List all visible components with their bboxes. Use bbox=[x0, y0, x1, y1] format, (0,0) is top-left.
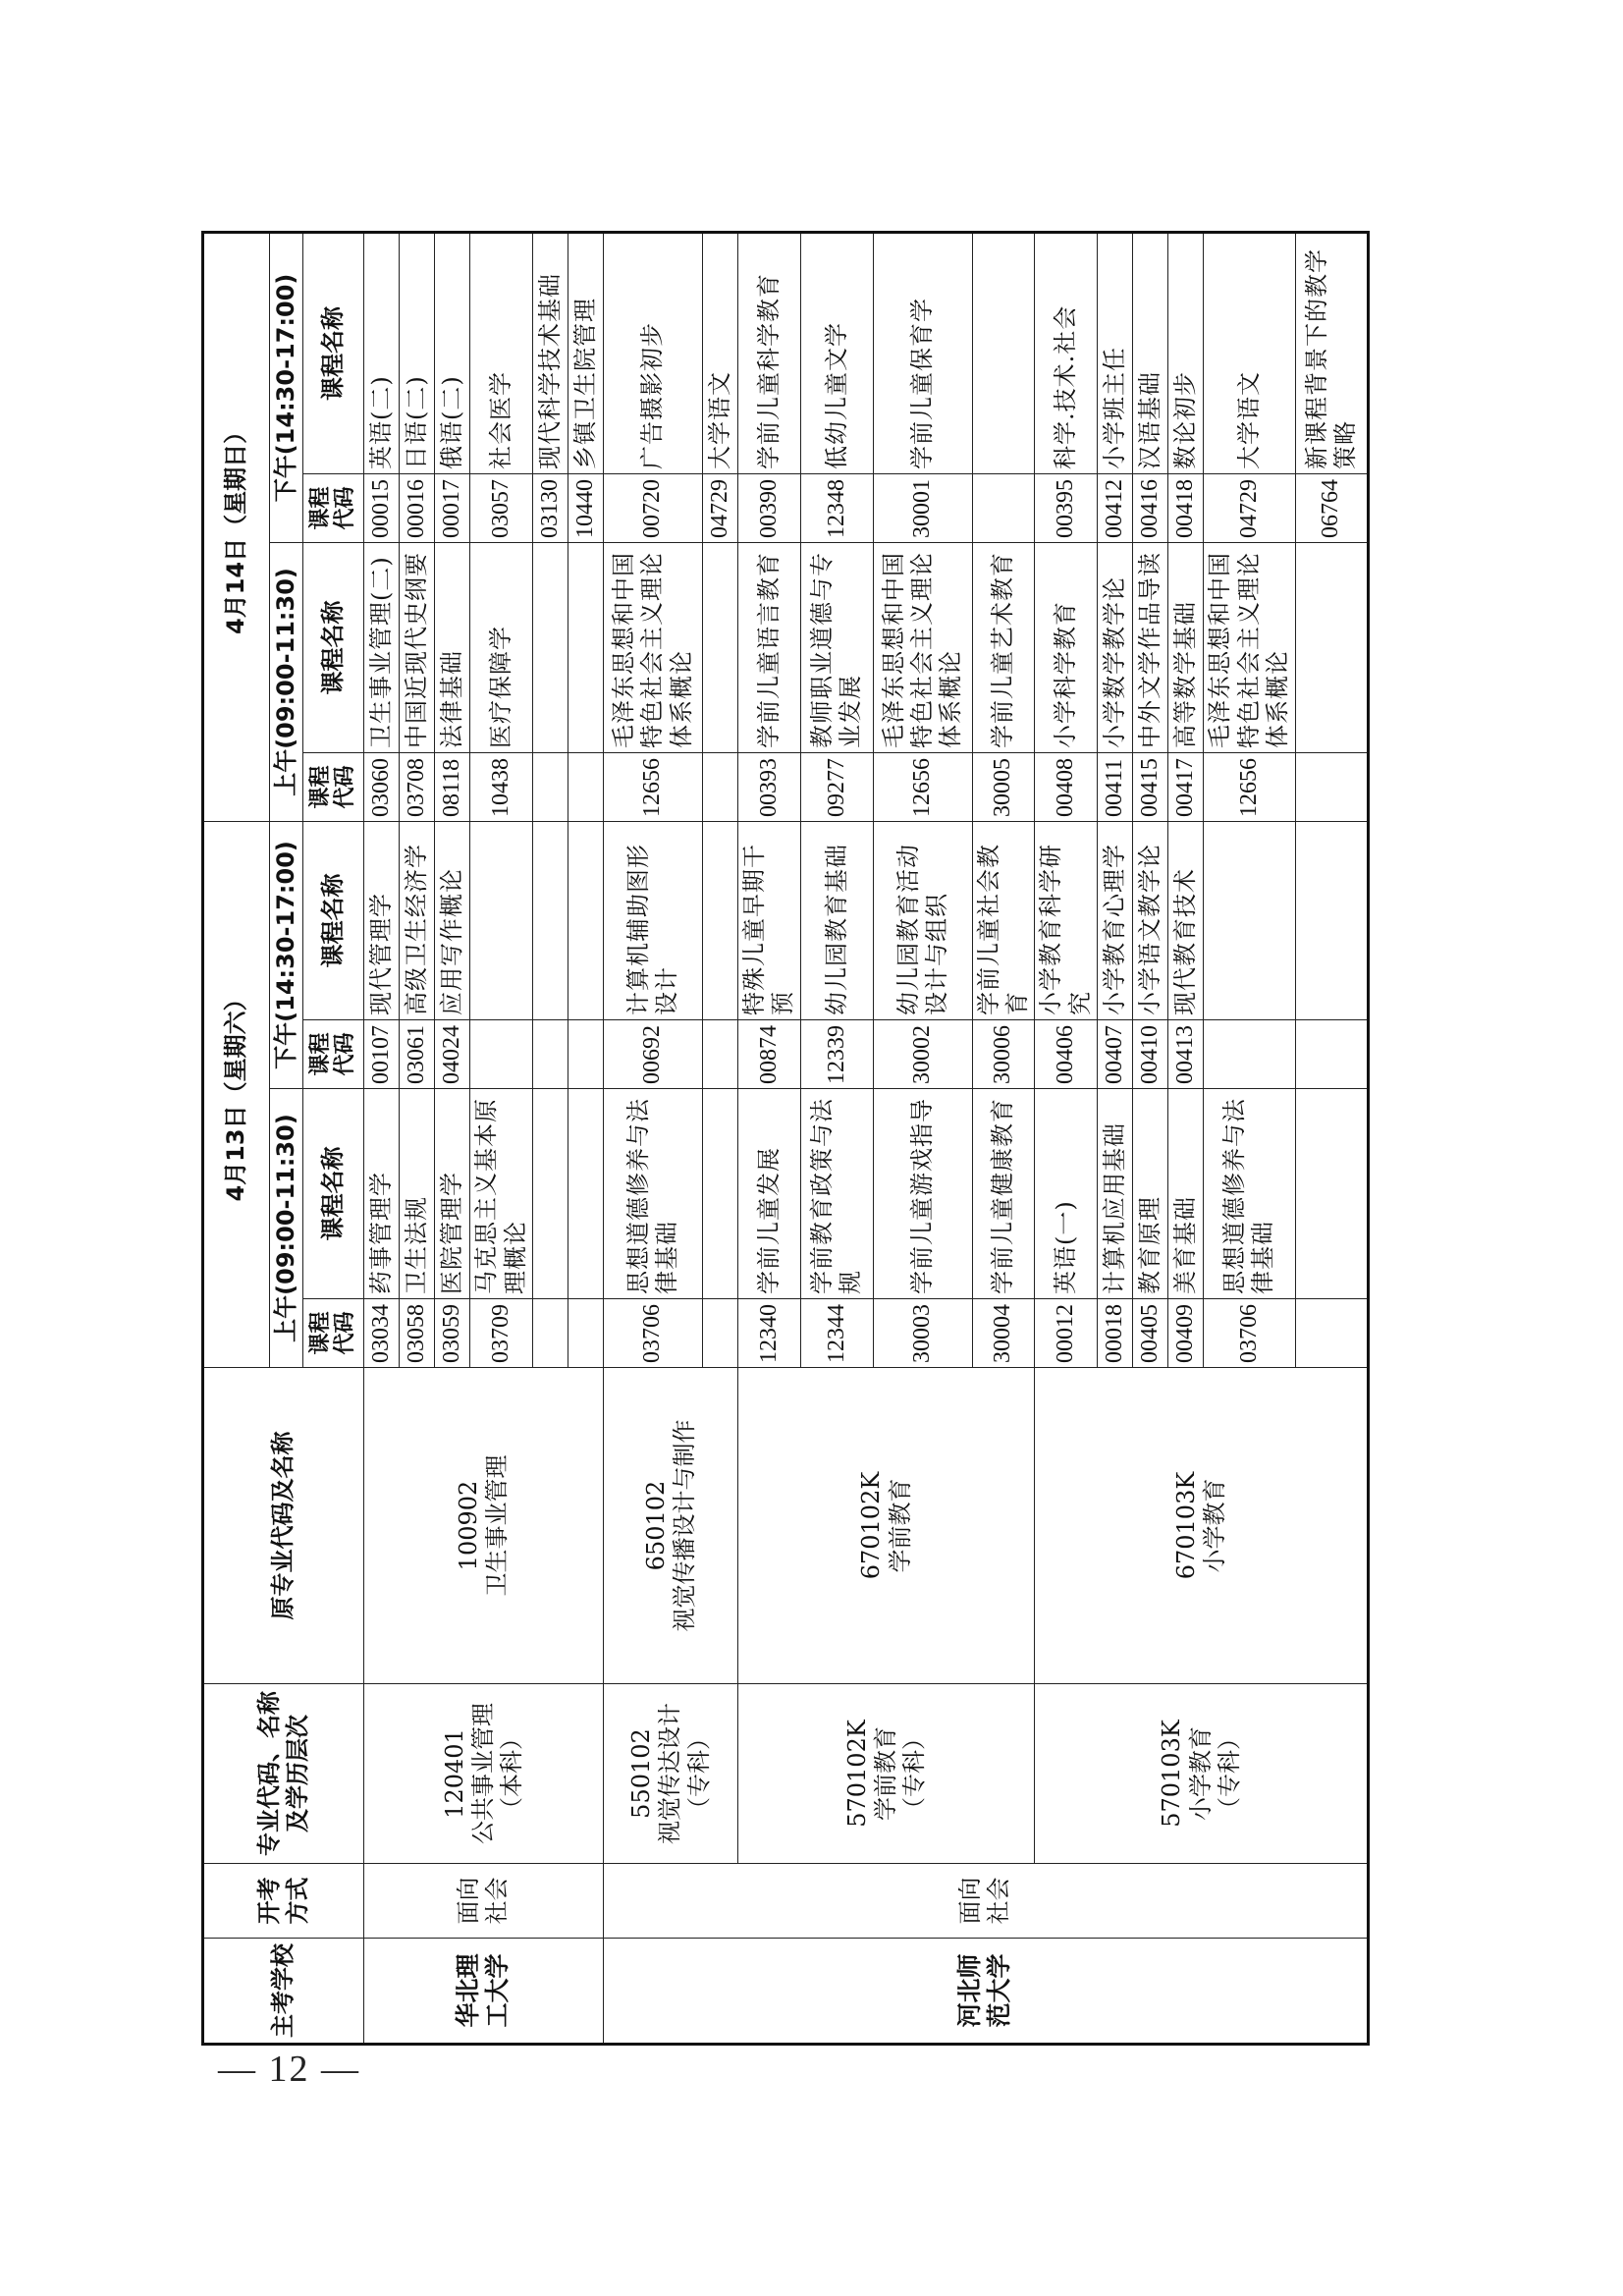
schedule-body bbox=[364, 232, 1369, 2044]
course-name bbox=[532, 821, 568, 1019]
course-name bbox=[470, 821, 532, 1019]
course-code bbox=[1295, 752, 1368, 821]
course-code: 03034 bbox=[364, 1299, 400, 1368]
major-name: 120401 公共事业管理 （本科） bbox=[364, 1684, 604, 1864]
course-code bbox=[532, 752, 568, 821]
course-code: 03059 bbox=[435, 1299, 470, 1368]
header-day1-am: 上午(09:00-11:30) bbox=[270, 1089, 303, 1368]
course-name: 医疗保障学 bbox=[470, 542, 532, 752]
course-name: 数论初步 bbox=[1167, 232, 1203, 473]
exam-mode: 面向社会 bbox=[364, 1864, 604, 1939]
course-name: 药事管理学 bbox=[364, 1089, 400, 1299]
course-code: 00409 bbox=[1167, 1299, 1203, 1368]
header-mode: 开考方式 bbox=[203, 1864, 364, 1939]
course-code: 00720 bbox=[603, 473, 702, 542]
course-name: 学前儿童健康教育 bbox=[972, 1089, 1034, 1299]
course-name: 乡镇卫生院管理 bbox=[568, 232, 603, 473]
course-name: 中国近现代史纲要 bbox=[400, 542, 435, 752]
course-code: 00418 bbox=[1167, 473, 1203, 542]
course-name bbox=[1204, 821, 1296, 1019]
course-name: 学前儿童游戏指导 bbox=[873, 1089, 972, 1299]
course-name: 高级卫生经济学 bbox=[400, 821, 435, 1019]
course-name bbox=[1295, 542, 1368, 752]
course-name: 现代管理学 bbox=[364, 821, 400, 1019]
old-major-name: 650102 视觉传播设计与制作 bbox=[603, 1368, 737, 1684]
major-name: 570103K 小学教育 （专科） bbox=[1035, 1684, 1369, 1864]
course-code: 03709 bbox=[470, 1299, 532, 1368]
header-major: 专业代码、名称及学历层次 bbox=[203, 1684, 364, 1864]
course-code: 30004 bbox=[972, 1299, 1034, 1368]
course-code: 00395 bbox=[1035, 473, 1097, 542]
course-code: 03706 bbox=[1204, 1299, 1296, 1368]
course-name bbox=[568, 1089, 603, 1299]
course-name: 学前儿童语言教育 bbox=[738, 542, 800, 752]
page-number: — 12 — bbox=[218, 2049, 360, 2090]
course-code: 00393 bbox=[738, 752, 800, 821]
course-code: 00390 bbox=[738, 473, 800, 542]
course-name: 应用写作概论 bbox=[435, 821, 470, 1019]
course-name bbox=[1295, 1089, 1368, 1299]
course-code: 10440 bbox=[568, 473, 603, 542]
course-name: 大学语文 bbox=[1204, 232, 1296, 473]
course-name: 法律基础 bbox=[435, 542, 470, 752]
course-code bbox=[1204, 1020, 1296, 1089]
header-name: 课程名称 bbox=[303, 1089, 364, 1299]
course-code: 30001 bbox=[873, 473, 972, 542]
course-name: 俄语(二) bbox=[435, 232, 470, 473]
course-code bbox=[702, 752, 737, 821]
course-code bbox=[532, 1299, 568, 1368]
header-name: 课程名称 bbox=[303, 232, 364, 473]
course-name: 学前儿童艺术教育 bbox=[972, 542, 1034, 752]
course-name: 教育原理 bbox=[1132, 1089, 1167, 1299]
course-name: 低幼儿童文学 bbox=[800, 232, 873, 473]
course-code: 00417 bbox=[1167, 752, 1203, 821]
table-row bbox=[738, 232, 800, 2044]
course-name bbox=[568, 542, 603, 752]
course-name: 马克思主义基本原理概论 bbox=[470, 1089, 532, 1299]
course-name bbox=[702, 821, 737, 1019]
course-code bbox=[532, 1020, 568, 1089]
course-code: 04024 bbox=[435, 1020, 470, 1089]
old-major-name: 100902 卫生事业管理 bbox=[364, 1368, 604, 1684]
course-code: 10438 bbox=[470, 752, 532, 821]
exam-mode: 面向社会 bbox=[603, 1864, 1368, 1939]
course-name: 英语(一) bbox=[1035, 1089, 1097, 1299]
course-name: 幼儿园教育活动设计与组织 bbox=[873, 821, 972, 1019]
course-code: 00016 bbox=[400, 473, 435, 542]
course-code: 03130 bbox=[532, 473, 568, 542]
header-code: 课程代码 bbox=[303, 752, 364, 821]
course-code: 03708 bbox=[400, 752, 435, 821]
course-code: 03060 bbox=[364, 752, 400, 821]
course-code bbox=[470, 1020, 532, 1089]
header-old-major: 原专业代码及名称 bbox=[203, 1368, 364, 1684]
header-code: 课程代码 bbox=[303, 473, 364, 542]
table-row bbox=[603, 232, 702, 2044]
course-code bbox=[568, 752, 603, 821]
course-name: 幼儿园教育基础 bbox=[800, 821, 873, 1019]
course-code: 12656 bbox=[873, 752, 972, 821]
course-code: 00415 bbox=[1132, 752, 1167, 821]
course-code: 03061 bbox=[400, 1020, 435, 1089]
course-code: 06764 bbox=[1295, 473, 1368, 542]
course-name: 教师职业道德与专业发展 bbox=[800, 542, 873, 752]
course-code: 30002 bbox=[873, 1020, 972, 1089]
header-code: 课程代码 bbox=[303, 1020, 364, 1089]
course-name: 现代教育技术 bbox=[1167, 821, 1203, 1019]
course-name: 大学语文 bbox=[702, 232, 737, 473]
course-name: 计算机辅助图形设计 bbox=[603, 821, 702, 1019]
course-name bbox=[702, 1089, 737, 1299]
course-name: 学前儿童科学教育 bbox=[738, 232, 800, 473]
course-name: 小学教育科学研究 bbox=[1035, 821, 1097, 1019]
course-name: 汉语基础 bbox=[1132, 232, 1167, 473]
course-code: 12348 bbox=[800, 473, 873, 542]
course-code: 12656 bbox=[1204, 752, 1296, 821]
course-code: 00017 bbox=[435, 473, 470, 542]
course-name: 卫生法规 bbox=[400, 1089, 435, 1299]
course-name: 学前儿童社会教育 bbox=[972, 821, 1034, 1019]
course-code bbox=[568, 1299, 603, 1368]
course-name: 日语(二) bbox=[400, 232, 435, 473]
course-code: 12656 bbox=[603, 752, 702, 821]
course-name: 学前儿童发展 bbox=[738, 1089, 800, 1299]
course-code: 00416 bbox=[1132, 473, 1167, 542]
course-code: 00407 bbox=[1097, 1020, 1132, 1089]
course-code: 04729 bbox=[702, 473, 737, 542]
course-code bbox=[702, 1299, 737, 1368]
header-day2-am: 上午(09:00-11:30) bbox=[270, 542, 303, 821]
table-row bbox=[364, 232, 400, 2044]
course-code: 30003 bbox=[873, 1299, 972, 1368]
header-name: 课程名称 bbox=[303, 821, 364, 1019]
course-name bbox=[532, 1089, 568, 1299]
header-day1-pm: 下午(14:30-17:00) bbox=[270, 821, 303, 1088]
course-name: 医院管理学 bbox=[435, 1089, 470, 1299]
header-day2-pm: 下午(14:30-17:00) bbox=[270, 232, 303, 542]
header-code: 课程代码 bbox=[303, 1299, 364, 1368]
course-code: 00411 bbox=[1097, 752, 1132, 821]
course-name: 科学.技术.社会 bbox=[1035, 232, 1097, 473]
course-name: 小学数学教学论 bbox=[1097, 542, 1132, 752]
old-major-name: 670103K 小学教育 bbox=[1035, 1368, 1369, 1684]
course-code bbox=[972, 473, 1034, 542]
course-name: 小学科学教育 bbox=[1035, 542, 1097, 752]
course-name: 小学教育心理学 bbox=[1097, 821, 1132, 1019]
rotated-schedule bbox=[201, 234, 1370, 2046]
table-row bbox=[1035, 232, 1097, 2044]
course-name: 美育基础 bbox=[1167, 1089, 1203, 1299]
course-name: 英语(二) bbox=[364, 232, 400, 473]
header-day1: 4月13日（星期六） bbox=[203, 821, 270, 1367]
course-name bbox=[568, 821, 603, 1019]
course-code: 00408 bbox=[1035, 752, 1097, 821]
course-name bbox=[702, 542, 737, 752]
course-code: 00018 bbox=[1097, 1299, 1132, 1368]
course-name: 特殊儿童早期干预 bbox=[738, 821, 800, 1019]
header-name: 课程名称 bbox=[303, 542, 364, 752]
course-code: 03057 bbox=[470, 473, 532, 542]
course-code: 00412 bbox=[1097, 473, 1132, 542]
header-school: 主考学校 bbox=[203, 1939, 364, 2045]
course-code: 00015 bbox=[364, 473, 400, 542]
course-name: 学前教育政策与法规 bbox=[800, 1089, 873, 1299]
course-code: 04729 bbox=[1204, 473, 1296, 542]
course-code: 03706 bbox=[603, 1299, 702, 1368]
course-name: 毛泽东思想和中国特色社会主义理论体系概论 bbox=[603, 542, 702, 752]
course-name: 卫生事业管理(二) bbox=[364, 542, 400, 752]
course-code: 00406 bbox=[1035, 1020, 1097, 1089]
course-code: 03058 bbox=[400, 1299, 435, 1368]
course-name: 高等数学基础 bbox=[1167, 542, 1203, 752]
course-code: 30005 bbox=[972, 752, 1034, 821]
course-name: 毛泽东思想和中国特色社会主义理论体系概论 bbox=[1204, 542, 1296, 752]
major-name: 570102K 学前教育 （专科） bbox=[738, 1684, 1035, 1864]
course-code bbox=[1295, 1299, 1368, 1368]
course-name bbox=[532, 542, 568, 752]
course-name: 毛泽东思想和中国特色社会主义理论体系概论 bbox=[873, 542, 972, 752]
course-name: 社会医学 bbox=[470, 232, 532, 473]
course-code: 00410 bbox=[1132, 1020, 1167, 1089]
course-code: 00012 bbox=[1035, 1299, 1097, 1368]
course-code: 12344 bbox=[800, 1299, 873, 1368]
course-name: 小学班主任 bbox=[1097, 232, 1132, 473]
course-code bbox=[568, 1020, 603, 1089]
course-code bbox=[1295, 1020, 1368, 1089]
course-code: 00413 bbox=[1167, 1020, 1203, 1089]
course-code: 08118 bbox=[435, 752, 470, 821]
course-code bbox=[702, 1020, 737, 1089]
course-code: 00405 bbox=[1132, 1299, 1167, 1368]
header-day2: 4月14日（星期日） bbox=[203, 232, 270, 821]
course-code: 12339 bbox=[800, 1020, 873, 1089]
course-name: 中外文学作品导读 bbox=[1132, 542, 1167, 752]
course-code: 00874 bbox=[738, 1020, 800, 1089]
school-name: 河北师范大学 bbox=[603, 1939, 1368, 2045]
course-name: 现代科学技术基础 bbox=[532, 232, 568, 473]
major-name: 550102 视觉传达设计 （专科） bbox=[603, 1684, 737, 1864]
old-major-name: 670102K 学前教育 bbox=[738, 1368, 1035, 1684]
course-name: 思想道德修养与法律基础 bbox=[603, 1089, 702, 1299]
course-name bbox=[1295, 821, 1368, 1019]
course-name: 小学语文教学论 bbox=[1132, 821, 1167, 1019]
course-code: 00692 bbox=[603, 1020, 702, 1089]
course-name: 广告摄影初步 bbox=[603, 232, 702, 473]
course-name: 思想道德修养与法律基础 bbox=[1204, 1089, 1296, 1299]
course-name: 计算机应用基础 bbox=[1097, 1089, 1132, 1299]
course-name: 新课程背景下的教学策略 bbox=[1295, 232, 1368, 473]
exam-schedule-table bbox=[201, 231, 1370, 2046]
course-code: 12340 bbox=[738, 1299, 800, 1368]
course-code: 09277 bbox=[800, 752, 873, 821]
course-code: 30006 bbox=[972, 1020, 1034, 1089]
course-name: 学前儿童保育学 bbox=[873, 232, 972, 473]
school-name: 华北理工大学 bbox=[364, 1939, 604, 2045]
course-code: 00107 bbox=[364, 1020, 400, 1089]
course-name bbox=[972, 232, 1034, 473]
